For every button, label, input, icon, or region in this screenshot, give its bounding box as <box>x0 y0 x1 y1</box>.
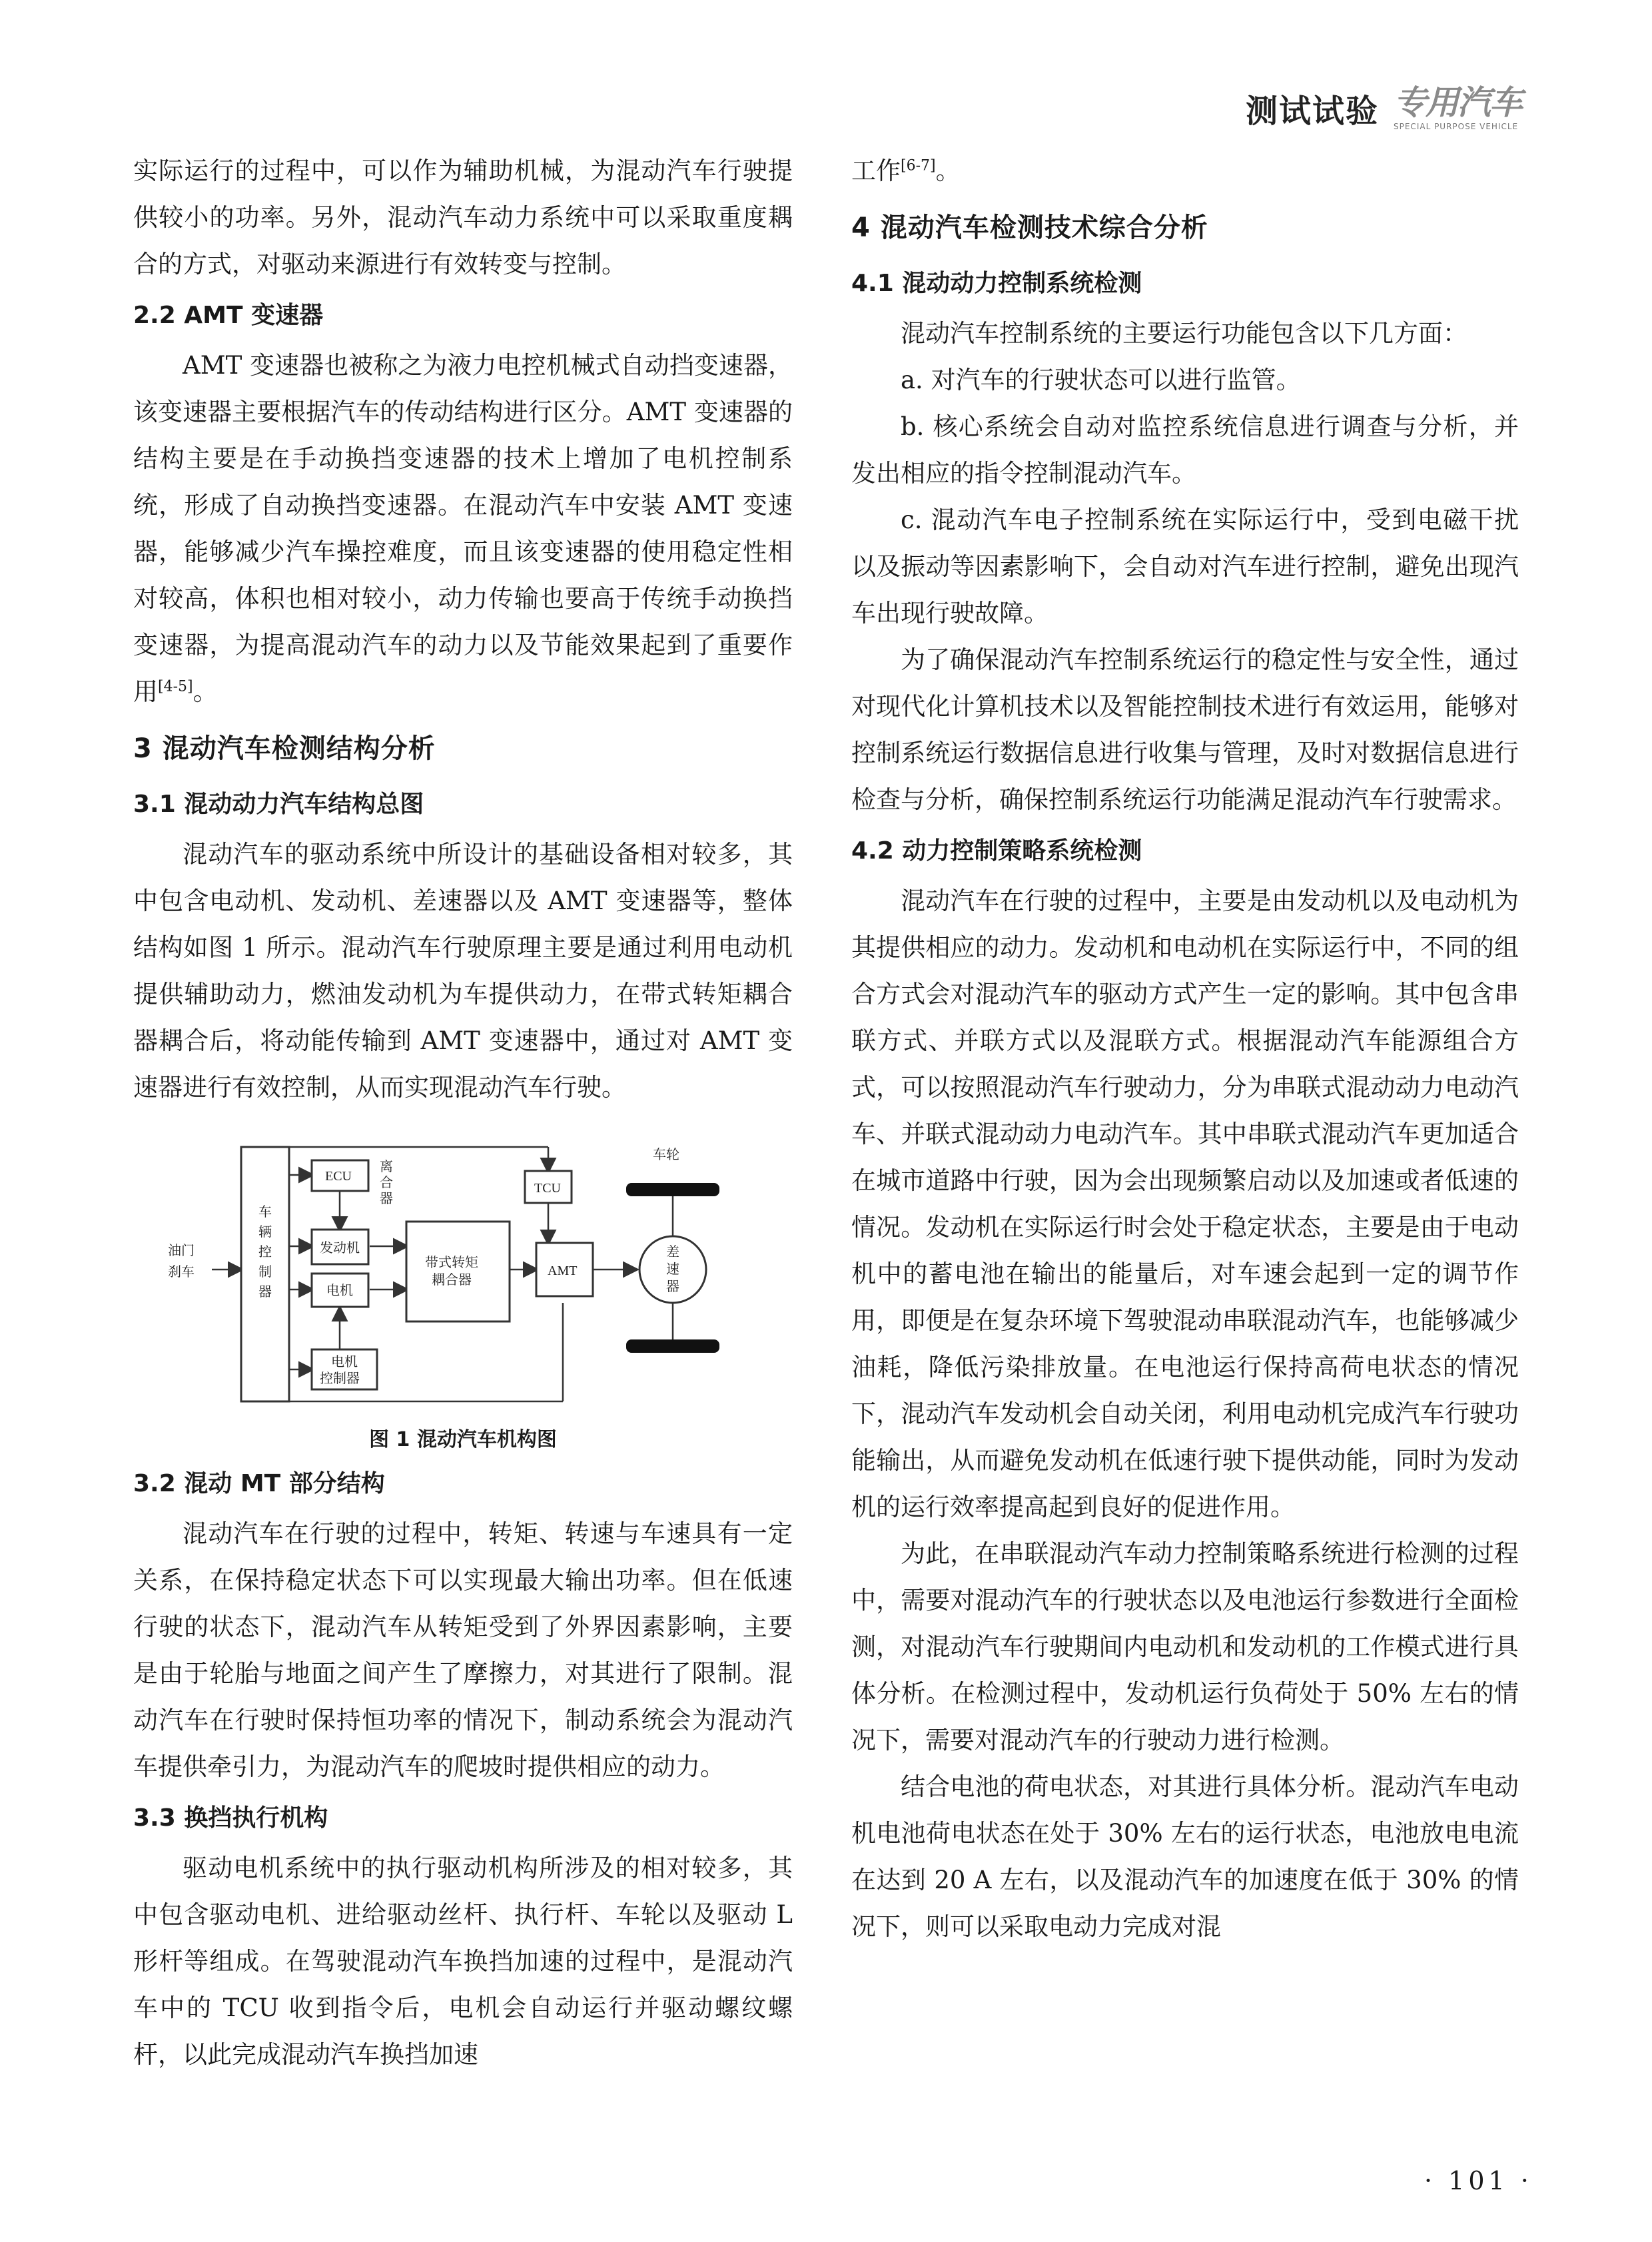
label-motor-ctrl-1: 电机 <box>331 1355 358 1369</box>
paragraph-mt: 混动汽车在行驶的过程中，转矩、转速与车速具有一定关系，在保持稳定状态下可以实现最大输出功率。但在低速行驶的状态下，混动汽车从转矩受到了外界因素影响，主要是由于轮胎与地面之间产生了摩擦力，对其进行了限制。混动汽车在行驶时保持恒功率的情况下，制动系统会为混动汽车提供牵引力，为混动汽车的爬坡时提供相应的动力。 <box>133 1519 793 1781</box>
label-vcu-1: 车 <box>258 1205 272 1220</box>
paragraph-continued-right <box>851 148 1519 194</box>
page-header <box>1246 85 1521 131</box>
label-throttle: 油门 <box>168 1244 195 1258</box>
heading-4: 4 混动汽车检测技术综合分析 <box>851 212 1208 243</box>
label-diff-3: 器 <box>666 1280 679 1294</box>
label-coupler-1: 带式转矩 <box>425 1256 478 1270</box>
heading-4-2: 4.2 动力控制策略系统检测 <box>851 837 1142 865</box>
label-motor: 电机 <box>326 1284 353 1298</box>
label-motor-ctrl-2: 控制器 <box>320 1371 360 1386</box>
paragraph-control-intro: 混动汽车控制系统的主要运行功能包含以下几方面： <box>901 319 1467 348</box>
citation-4-5: [4-5] <box>158 678 193 695</box>
heading-3-3: 3.3 换挡执行机构 <box>133 1804 328 1832</box>
label-coupler-2: 耦合器 <box>432 1273 472 1288</box>
journal-logo <box>1394 83 1521 131</box>
wheel-bottom <box>626 1339 719 1353</box>
label-vcu-2: 辆 <box>258 1225 272 1240</box>
paragraph-continued: 实际运行的过程中，可以作为辅助机械，为混动汽车行驶提供较小的功率。另外，混动汽车动力系统中可以采取重度耦合的方式，对驱动来源进行有效转变与控制。 <box>133 157 793 278</box>
citation-6-7: [6-7] <box>901 157 936 175</box>
wheel-top <box>626 1183 719 1196</box>
label-amt: AMT <box>548 1264 578 1278</box>
paragraph-continued-right-text: 工作 <box>851 157 901 185</box>
paragraph-control-safety: 为了确保混动汽车控制系统运行的稳定性与安全性，通过对现代化计算机技术以及智能控制技术进行有效运用，能够对控制系统运行数据信息进行收集与管理，及时对数据信息进行检查与分析，确保控制系统运行功能满足混动汽车行驶需求。 <box>851 645 1519 814</box>
label-engine: 发动机 <box>320 1241 360 1256</box>
list-item-c: c. 混动汽车电子控制系统在实际运行中，受到电磁干扰以及振动等因素影响下，会自动对汽车进行控制，避免出现汽车出现行驶故障。 <box>851 506 1519 627</box>
right-column <box>851 148 1519 1950</box>
label-vcu-4: 制 <box>258 1265 272 1280</box>
page-number: · 101 · <box>1424 2166 1533 2195</box>
label-wheel: 车轮 <box>653 1148 679 1162</box>
list-item-b: b. 核心系统会自动对监控系统信息进行调查与分析，并发出相应的指令控制混动汽车。 <box>851 412 1519 488</box>
label-vcu-3: 控 <box>258 1245 272 1260</box>
paragraph-detection: 为此，在串联混动汽车动力控制策略系统进行检测的过程中，需要对混动汽车的行驶状态以及电池运行参数进行全面检测，对混动汽车行驶期间内电动机和发动机的工作模式进行具体分析。在检测过程中，发动机运行负荷处于 50% 左右的情况下，需要对混动汽车的行驶动力进行检测。 <box>851 1539 1519 1754</box>
label-ecu: ECU <box>325 1169 352 1184</box>
paragraph-structure: 混动汽车的驱动系统中所设计的基础设备相对较多，其中包含电动机、发动机、差速器以及 AMT 变速器等，整体结构如图 1 所示。混动汽车行驶原理主要是通过利用电动机提供辅助动力，燃油发动机为车提供动力，在带式转矩耦合器耦合后，将动能传输到 AMT 变速器中，通过对 AMT 变速器进行有效控制，从而实现混动汽车行驶。 <box>133 840 793 1102</box>
paragraph-strategy: 混动汽车在行驶的过程中，主要是由发动机以及电动机为其提供相应的动力。发动机和电动机在实际运行中，不同的组合方式会对混动汽车的驱动方式产生一定的影响。其中包含串联方式、并联方式以及混联方式。根据混动汽车能源组合方式，可以按照混动汽车行驶动力，分为串联式混动动力电动汽车、并联式混动动力电动汽车。其中串联式混动汽车更加适合在城市道路中行驶，因为会出现频繁启动以及加速或者低速的情况。发动机在实际运行时会处于稳定状态，主要是由于电动机中的蓄电池在输出的能量后，对车速会起到一定的调节作用，即便是在复杂环境下驾驶混动串联混动汽车，也能够减少油耗，降低污染排放量。在电池运行保持高荷电状态的情况下，混动汽车发动机会自动关闭，利用电动机完成汽车行驶功能输出，从而避免发动机在低速行驶下提供动能，同时为发动机的运行效率提高起到良好的促进作用。 <box>851 887 1519 1521</box>
heading-3: 3 混动汽车检测结构分析 <box>133 733 436 764</box>
journal-logo-text: 专用汽车 <box>1394 83 1521 122</box>
label-clutch-2: 合 <box>380 1176 393 1190</box>
label-tcu: TCU <box>534 1181 561 1196</box>
block-diagram <box>133 1136 793 1416</box>
label-diff-1: 差 <box>666 1245 679 1260</box>
heading-3-1: 3.1 混动动力汽车结构总图 <box>133 791 424 818</box>
paragraph-amt-text: AMT 变速器也被称之为液力电控机械式自动挡变速器，该变速器主要根据汽车的传动结构进行区分。AMT 变速器的结构主要是在手动换挡变速器的技术上增加了电机控制系统，形成了自动换挡变速器。在混动汽车中安装 AMT 变速器，能够减少汽车操控难度，而且该变速器的使用稳定性相对较高，体积也相对较小，动力传输也要高于传统手动换挡变速器，为提高混动汽车的动力以及节能效果起到了重要作用 <box>133 351 793 706</box>
heading-2-2: 2.2 AMT 变速器 <box>133 302 324 329</box>
label-vcu-5: 器 <box>258 1285 272 1300</box>
journal-logo-subtitle: SPECIAL PURPOSE VEHICLE <box>1394 121 1519 131</box>
label-clutch-3: 器 <box>380 1192 393 1206</box>
label-clutch-1: 离 <box>380 1160 393 1174</box>
figure-1-caption: 图 1 混动汽车机构图 <box>369 1428 557 1451</box>
paragraph-shift: 驱动电机系统中的执行驱动机构所涉及的相对较多，其中包含驱动电机、进给驱动丝杆、执行杆、车轮以及驱动 L 形杆等组成。在驾驶混动汽车换挡加速的过程中，是混动汽车中的 TCU 收到指令后，电机会自动运行并驱动螺纹螺杆，以此完成混动汽车换挡加速 <box>133 1854 793 2069</box>
label-diff-2: 速 <box>666 1262 679 1277</box>
heading-3-2: 3.2 混动 MT 部分结构 <box>133 1470 385 1497</box>
list-item-a: a. 对汽车的行驶状态可以进行监管。 <box>901 366 1301 394</box>
paragraph-amt-end: 。 <box>193 677 218 706</box>
section-label: 测试试验 <box>1245 93 1379 130</box>
coupler-box <box>406 1222 510 1321</box>
label-brake: 刹车 <box>168 1265 195 1280</box>
figure-1-diagram <box>133 1136 793 1416</box>
paragraph-battery: 结合电池的荷电状态，对其进行具体分析。混动汽车电动机电池荷电状态在处于 30% 左右的运行状态，电池放电电流在达到 20 A 左右，以及混动汽车的加速度在低于 30% 的情况下，则可以采取电动力完成对混 <box>851 1772 1519 1941</box>
heading-4-1: 4.1 混动动力控制系统检测 <box>851 270 1142 297</box>
paragraph-continued-right-end: 。 <box>935 157 961 185</box>
left-column <box>133 148 793 2078</box>
paragraph-amt <box>133 342 793 715</box>
